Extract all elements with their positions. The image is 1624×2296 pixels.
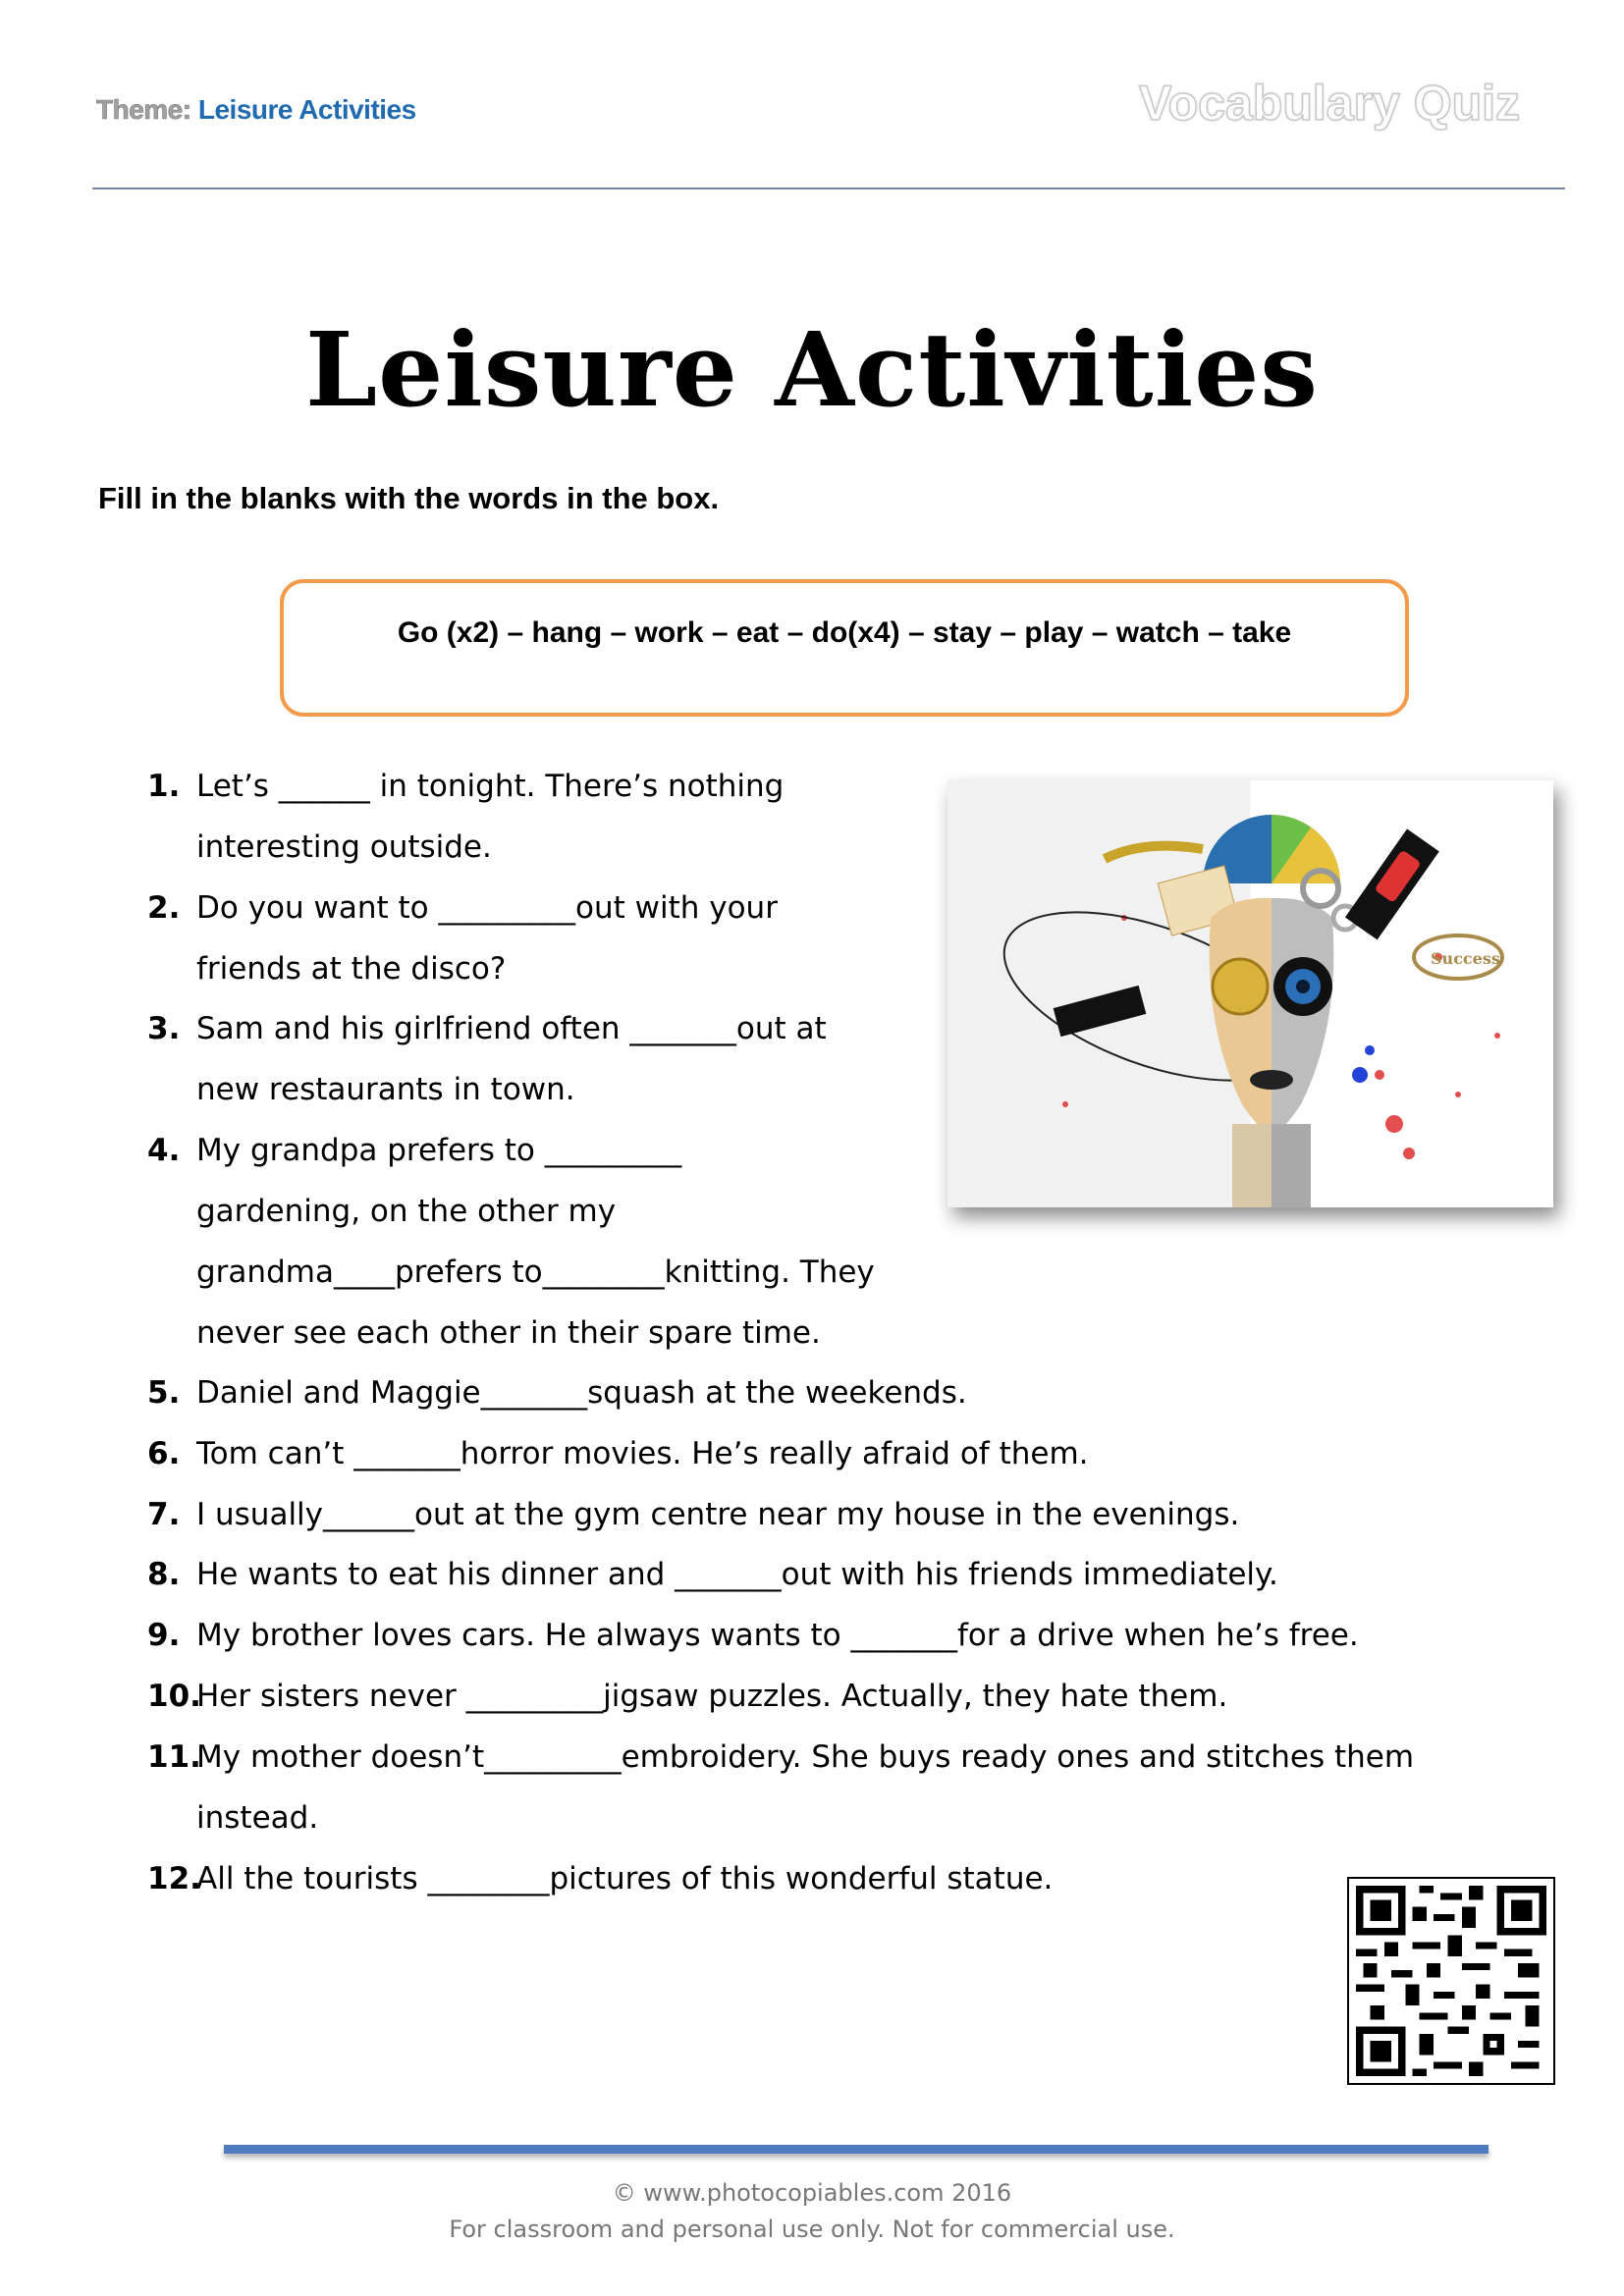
question-text: Do you want to _________out with your: [196, 890, 778, 926]
qr-code-icon: [1349, 1879, 1553, 2083]
question-text: instead.: [196, 1800, 319, 1836]
question-number: 5.: [147, 1375, 181, 1411]
instruction-text: Fill in the blanks with the words in the box.: [98, 481, 720, 515]
question-number: 11.: [147, 1739, 201, 1775]
theme-value: Leisure Activities: [197, 94, 416, 125]
question-number: 2.: [147, 890, 181, 926]
question-text: interesting outside.: [196, 829, 492, 865]
header-divider: [92, 187, 1565, 189]
question-number: 4.: [147, 1133, 181, 1168]
question-text: My mother doesn’t_________embroidery. She buys ready ones and stitches them: [196, 1739, 1415, 1775]
footer-divider: [224, 2145, 1489, 2154]
word-box: [280, 579, 1409, 717]
question-number: 9.: [147, 1618, 181, 1653]
question-text: never see each other in their spare time.: [196, 1315, 821, 1351]
question-text: friends at the disco?: [196, 951, 507, 987]
question-number: 12.: [147, 1861, 201, 1896]
question-text: Daniel and Maggie_______squash at the weekends.: [196, 1375, 967, 1411]
question-number: 3.: [147, 1011, 181, 1046]
footer-notice: For classroom and personal use only. Not for commercial use.: [449, 2216, 1175, 2243]
word-box-text: Go (x2) – hang – work – eat – do(x4) – stay – play – watch – take: [397, 616, 1292, 649]
question-text: My grandpa prefers to _________: [196, 1133, 682, 1168]
question-text: new restaurants in town.: [196, 1072, 575, 1107]
question-number: 1.: [147, 769, 181, 804]
leisure-illustration: [947, 780, 1553, 1207]
quiz-type-label: Vocabulary Quiz: [1139, 76, 1521, 131]
svg-text:Success: Success: [1431, 949, 1500, 968]
question-text: My brother loves cars. He always wants to _______for a drive when he’s free.: [196, 1618, 1359, 1653]
question-number: 8.: [147, 1557, 181, 1592]
question-text: gardening, on the other my: [196, 1194, 617, 1229]
question-text: grandma____prefers to________knitting. They: [196, 1255, 875, 1290]
question-number: 10.: [147, 1679, 201, 1714]
page-title: Leisure Activities: [305, 309, 1319, 430]
question-text: I usually______out at the gym centre near my house in the evenings.: [196, 1497, 1240, 1532]
question-text: He wants to eat his dinner and _______out with his friends immediately.: [196, 1557, 1278, 1592]
question-text: Tom can’t _______horror movies. He’s really afraid of them.: [196, 1436, 1089, 1471]
question-text: Her sisters never _________jigsaw puzzles. Actually, they hate them.: [196, 1679, 1228, 1714]
question-number: 6.: [147, 1436, 181, 1471]
theme-label: Theme:: [96, 94, 191, 125]
theme-header: [96, 94, 416, 126]
question-text: All the tourists ________pictures of this wonderful statue.: [196, 1861, 1054, 1896]
question-text: Let’s ______ in tonight. There’s nothing: [196, 769, 785, 804]
answer-key-qr-code[interactable]: [1347, 1877, 1555, 2085]
question-number: 7.: [147, 1497, 181, 1532]
question-text: Sam and his girlfriend often _______out at: [196, 1011, 827, 1046]
footer-copyright: © www.photocopiables.com 2016: [612, 2179, 1012, 2207]
face-collage-icon: [947, 780, 1553, 1207]
